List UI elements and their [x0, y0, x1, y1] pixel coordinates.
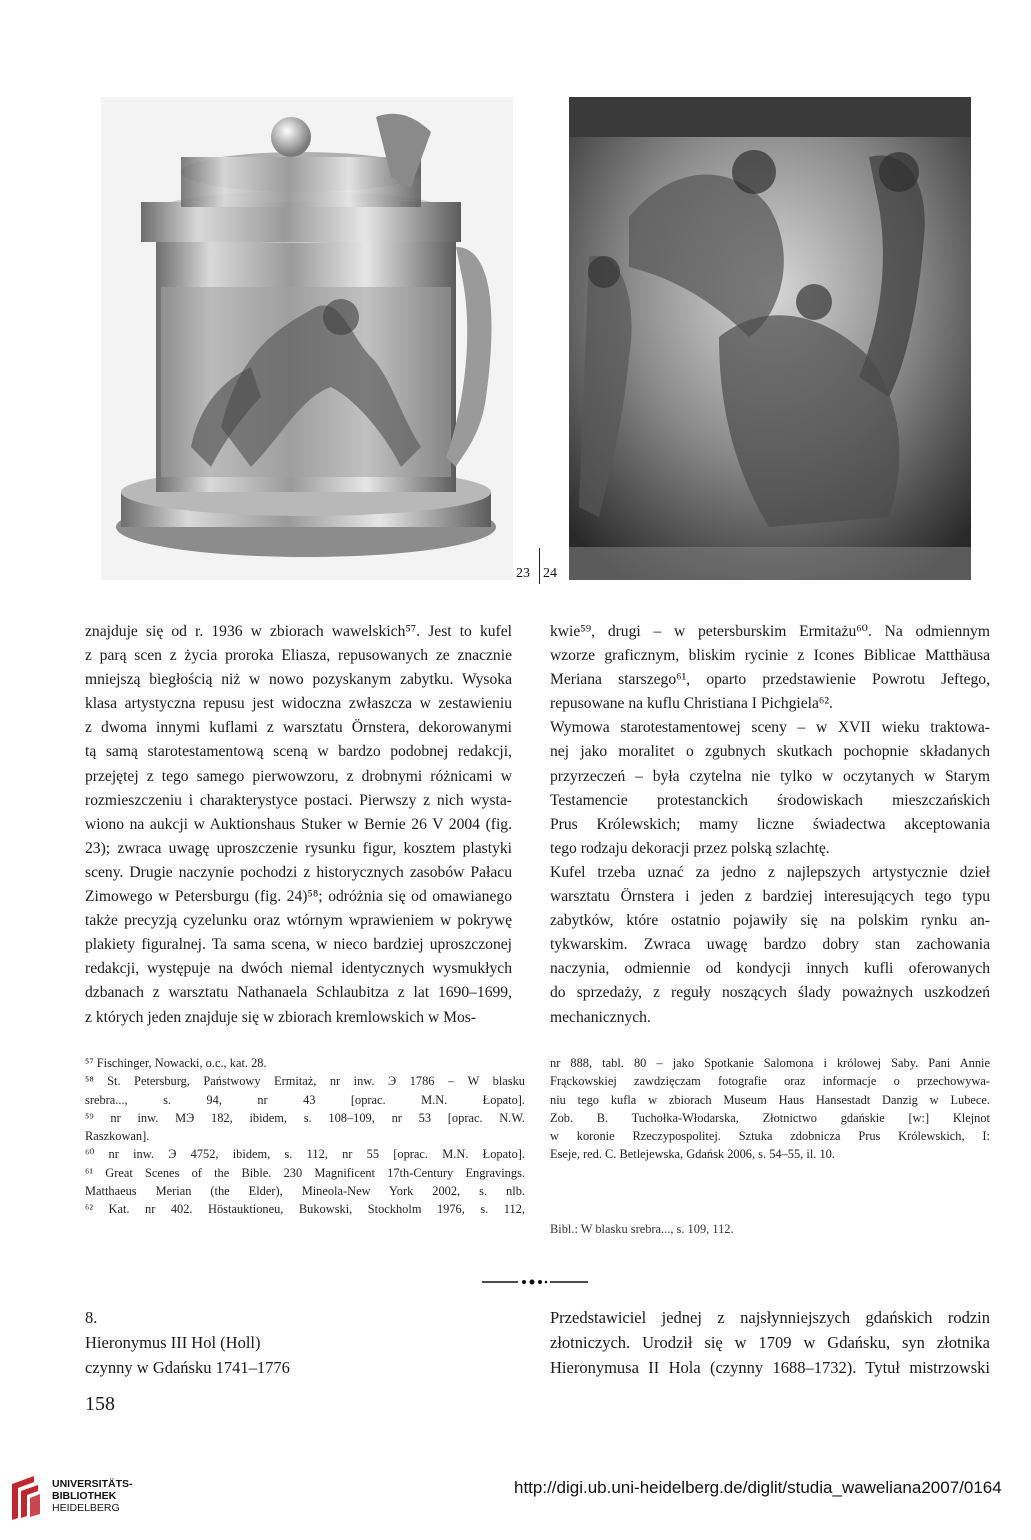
text-line: ⁶⁰ nr inw. Э 4752, ibidem, s. 112, nr 55 [oprac. M.N. Łopato].	[85, 1147, 525, 1162]
text-line: repusowane na kuflu Christiana I Pichgiela⁶².	[550, 695, 833, 713]
text-line: ⁵⁸ St. Petersburg, Państwowy Ermitaż, nr inw. Э 1786 – W blasku	[85, 1074, 525, 1089]
text-line: ⁶¹ Great Scenes of the Bible. 230 Magnificent 17th-Century Engravings.	[85, 1165, 525, 1180]
text-line: z parą scen z życia proroka Eliasza, repusowanych ze znacznie	[85, 647, 512, 665]
text-line: ⁵⁹ nr inw. MЭ 182, ibidem, s. 108–109, nr 53 [oprac. N.W.	[85, 1110, 525, 1125]
text-line: Zob. B. Tuchołka-Włodarska, Złotnictwo gdańskie [w:] Klejnot	[550, 1110, 990, 1125]
text-line: Przedstawiciel jednej z najsłynniejszych gdańskich rodzin	[550, 1308, 990, 1327]
text-line: plakiety figuralnej. Ta sama scena, w nieco bardziej uproszczonej	[85, 936, 512, 954]
text-line: Testamencie protestanckich środowiskach mieszczańskich	[550, 791, 990, 809]
source-url-link[interactable]: http://digi.ub.uni-heidelberg.de/diglit/studia_waweliana2007/0164	[514, 1478, 1002, 1497]
text-line: warsztatu Örnstera i jeden z bardziej interesujących tego typu	[550, 888, 990, 906]
artist-biography	[550, 1305, 990, 1380]
text-line: srebra..., s. 94, nr 43 [oprac. M.N. Łopato].	[85, 1092, 525, 1107]
text-line: mechanicznych.	[550, 1008, 651, 1026]
text-line: przyrzeczeń – była czytelna nie tylko w oczytanych w Starym	[550, 767, 990, 785]
catalogue-entry-heading	[85, 1305, 290, 1380]
text-line: tego rodzaju dekoracji przez polską szlachtę.	[550, 839, 830, 857]
artist-active-dates: czynny w Gdańsku 1741–1776	[85, 1358, 290, 1377]
text-line: Prus Królewskich; mamy liczne świadectwa akceptowania	[550, 815, 990, 833]
entry-number: 8.	[85, 1308, 98, 1327]
figure-number-23: 23	[516, 566, 530, 581]
text-line: tykwarskim. Zwraca uwagę bardzo dobry stan zachowania	[550, 936, 990, 954]
tankard-detail-photo-fig24	[569, 97, 971, 580]
text-line: Eseje, red. C. Betlejewska, Gdańsk 2006, s. 54–55, il. 10.	[550, 1147, 835, 1162]
text-line: w koronie Rzeczypospolitej. Sztuka zdobnicza Prus Królewskich, I:	[550, 1129, 990, 1144]
text-line: znajduje się od r. 1936 w zbiorach wawelskich⁵⁷. Jest to kufel	[85, 623, 512, 640]
library-logo-icon	[8, 1474, 42, 1522]
text-line: kwie⁵⁹, drugi – w petersburskim Ermitażu⁶⁰. Na odmiennym	[550, 623, 990, 640]
figure-divider	[539, 548, 540, 584]
section-ornament	[482, 1276, 588, 1288]
text-line: Meriana starszego⁶¹, oparto przedstawienie Powrotu Jeftego,	[550, 671, 990, 689]
text-line: mniejszą biegłością niż w nowo pozyskanym zabytku. Wysoka	[85, 671, 512, 689]
footnotes-right	[550, 1054, 990, 1164]
page-number: 158	[85, 1393, 115, 1415]
text-line: Matthaeus Merian (the Elder), Mineola-New York 2002, s. nlb.	[85, 1184, 525, 1199]
tankard-photo-fig23	[101, 97, 513, 580]
text-line: ⁶² Kat. nr 402. Höstauktioneu, Bukowski, Stockholm 1976, s. 112,	[85, 1202, 525, 1217]
text-line: Zimowego w Petersburgu (fig. 24)⁵⁸; odróżnia się od omawianego	[85, 888, 512, 906]
text-line: złotniczych. Urodził się w 1709 w Gdańsku, syn złotnika	[550, 1333, 990, 1352]
text-line: naczynia, odmiennie od kondycji innych kufli oferowanych	[550, 960, 990, 978]
text-line: także precyzją cyzelunku oraz wtórnym wprawieniem w pokrywę	[85, 912, 512, 930]
text-line: nr 888, tabl. 80 – jako Spotkanie Salomona i królowej Saby. Pani Annie	[550, 1056, 990, 1070]
text-line: wzorze graficznym, bliskim rycinie z Icones Biblicae Matthäusa	[550, 647, 990, 665]
library-name	[52, 1478, 133, 1514]
text-line: redakcji, występuje na dwóch niemal identycznych wysmukłych	[85, 960, 512, 978]
figure-number-24: 24	[543, 566, 557, 581]
body-column-left	[85, 620, 512, 1030]
footnotes-left	[85, 1054, 525, 1219]
text-line: rozmieszczeniu i charakterystyce postaci. Pierwszy z nich wysta-	[85, 791, 512, 809]
library-name-line3: HEIDELBERG	[52, 1502, 120, 1514]
artist-name: Hieronymus III Hol (Holl)	[85, 1333, 261, 1352]
text-line: z których jeden znajduje się w zbiorach kremlowskich w Mos-	[85, 1008, 477, 1026]
text-line: zabytków, które ostatnio pojawiły się na polskim rynku an-	[550, 912, 990, 930]
text-line: Frąckowskiej zawdzięczam fotografie oraz informacje o przechowywa-	[550, 1074, 990, 1089]
text-line: Hieronymusa II Hola (czynny 1688–1732). Tytuł mistrzowski	[550, 1358, 990, 1377]
text-line: ⁵⁷ Fischinger, Nowacki, o.c., kat. 28.	[85, 1056, 267, 1070]
text-line: tą samą starotestamentową sceną w bardzo podobnej redakcji,	[85, 743, 512, 761]
text-line: Kufel trzeba uznać za jedno z najlepszych artystycznie dzieł	[550, 863, 990, 881]
text-line: Raszkowan].	[85, 1129, 150, 1144]
text-line: dzbanach z warsztatu Nathanaela Schlaubitza z lat 1690–1699,	[85, 984, 512, 1002]
text-line: przejętej z tego samego pierwowzoru, z drobnymi różnicami w	[85, 767, 512, 785]
text-line: nej jako moralitet o zgubnych skutkach pochopnie składanych	[550, 743, 990, 761]
library-name-line1: UNIVERSITÄTS-	[52, 1478, 133, 1490]
bibliography: Bibl.: W blasku srebra..., s. 109, 112.	[550, 1222, 734, 1236]
body-column-right	[550, 620, 990, 1030]
library-name-line2: BIBLIOTHEK	[52, 1490, 117, 1502]
text-line: wiono na aukcji w Auktionshaus Stuker w Bernie 26 V 2004 (fig.	[85, 815, 512, 833]
text-line: sceny. Drugie naczynie pochodzi z historycznych zasobów Pałacu	[85, 863, 512, 881]
text-line: do sprzedaży, z reguły noszących ślady poważnych uszkodzeń	[550, 984, 990, 1002]
text-line: niu tego kufla w zbiorach Museum Haus Hansestadt Danzig w Lubece.	[550, 1092, 990, 1107]
text-line: 23); zwraca uwagę uproszczenie rysunku figur, kosztem plastyki	[85, 839, 512, 857]
text-line: klasa artystyczna repusu jest widoczna zwłaszcza w zestawieniu	[85, 695, 512, 713]
text-line: z dwoma innymi kuflami z warsztatu Örnstera, dekorowanymi	[85, 719, 512, 737]
text-line: Wymowa starotestamentowej sceny – w XVII wieku traktowa-	[550, 719, 990, 737]
